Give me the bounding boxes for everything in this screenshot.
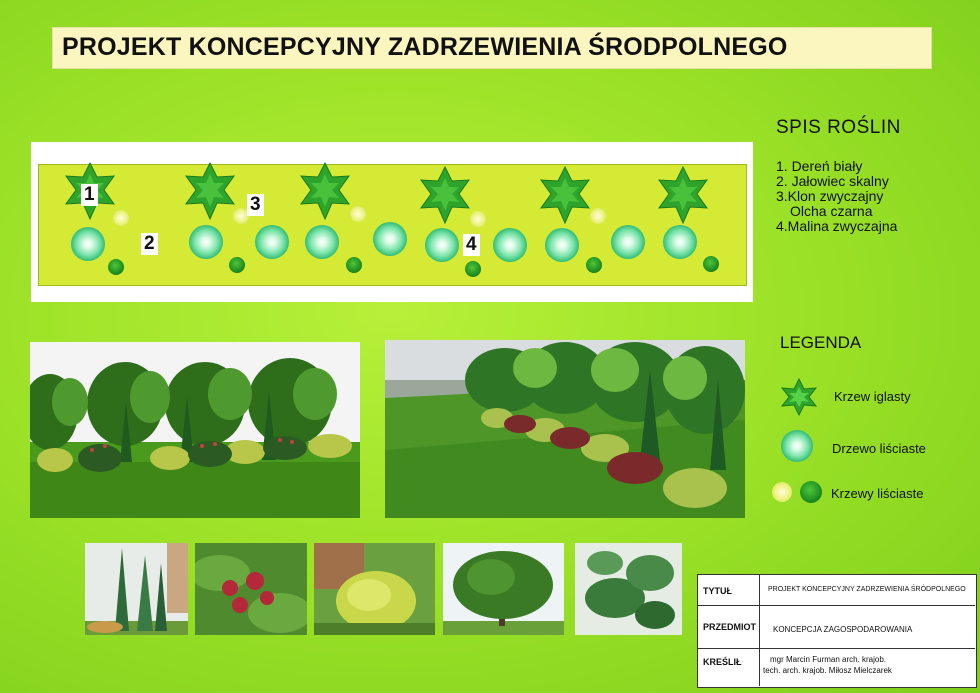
table-divider [759,575,760,686]
plan-number-2: 2 [141,233,158,255]
photo-tree [443,543,564,635]
deciduous-shrub-icon [346,257,362,273]
deciduous-tree-icon [425,228,459,262]
deciduous-shrub-icon [229,257,245,273]
table-value-drawn-by-2: tech. arch. krajob. Miłosz Mielczarek [763,666,892,675]
visualisation-front [30,342,360,518]
species-item: Olcha czarna [790,203,873,219]
light-shrub-icon [470,211,486,227]
table-key-drawn-by: KREŚLIŁ [703,657,742,667]
table-value-subject: KONCEPCJA ZAGOSPODAROWANIA [773,625,913,634]
deciduous-shrub-icon [108,259,124,275]
deciduous-tree-icon [189,225,223,259]
plan-number-4: 4 [463,234,480,256]
deciduous-shrub-icon [586,257,602,273]
species-item: 1. Dereń biały [776,158,863,174]
conifer-star-icon [418,166,472,224]
deciduous-tree-icon [493,228,527,262]
deciduous-tree-icon [255,225,289,259]
species-list-title: SPIS ROŚLIN [776,117,901,138]
deciduous-shrub-icon [703,256,719,272]
table-value-title: PROJEKT KONCEPCYJNY ZADRZEWIENIA ŚRÓDPOLNEGO [768,586,966,593]
table-key-title: TYTUŁ [703,586,732,596]
light-shrub-icon [350,206,366,222]
deciduous-tree-icon [71,227,105,261]
deciduous-tree-icon [305,225,339,259]
deciduous-tree-icon [545,228,579,262]
deciduous-shrub-icon [465,261,481,277]
species-item: 3.Klon zwyczajny [776,188,884,204]
table-divider [698,648,975,649]
deciduous-tree-icon [663,225,697,259]
plan-number-3: 3 [247,194,264,216]
photo-shrub [314,543,435,635]
conifer-star-icon [298,162,352,220]
light-shrub-icon [113,210,129,226]
visualisation-perspective [385,340,745,518]
legend-label-conifer: Krzew iglasty [834,389,911,404]
deciduous-tree-icon [373,222,407,256]
light-shrub-icon [590,208,606,224]
table-value-drawn-by: mgr Marcin Furman arch. krajob. [770,655,887,664]
table-key-subject: PRZEDMIOT [703,622,756,632]
species-item: 2. Jałowiec skalny [776,173,889,189]
conifer-star-icon [183,162,237,220]
photo-alder-leaves [575,543,682,635]
conifer-star-icon [780,378,818,416]
page-title: PROJEKT KONCEPCYJNY ZADRZEWIENIA ŚRODPOLNEGO [62,33,788,61]
conifer-star-icon [538,166,592,224]
legend-label-tree: Drzewo liściaste [832,441,926,456]
deciduous-tree-icon [781,430,813,462]
light-shrub-icon [772,482,792,502]
conifer-star-icon [656,166,710,224]
species-item: 4.Malina zwyczajna [776,218,898,234]
table-divider [698,605,975,606]
deciduous-shrub-icon [800,481,822,503]
deciduous-tree-icon [611,225,645,259]
legend-title: LEGENDA [780,333,862,352]
plan-number-1: 1 [81,184,98,206]
photo-raspberry [195,543,307,635]
photo-juniper [85,543,188,635]
legend-label-shrubs: Krzewy liściaste [831,486,924,501]
